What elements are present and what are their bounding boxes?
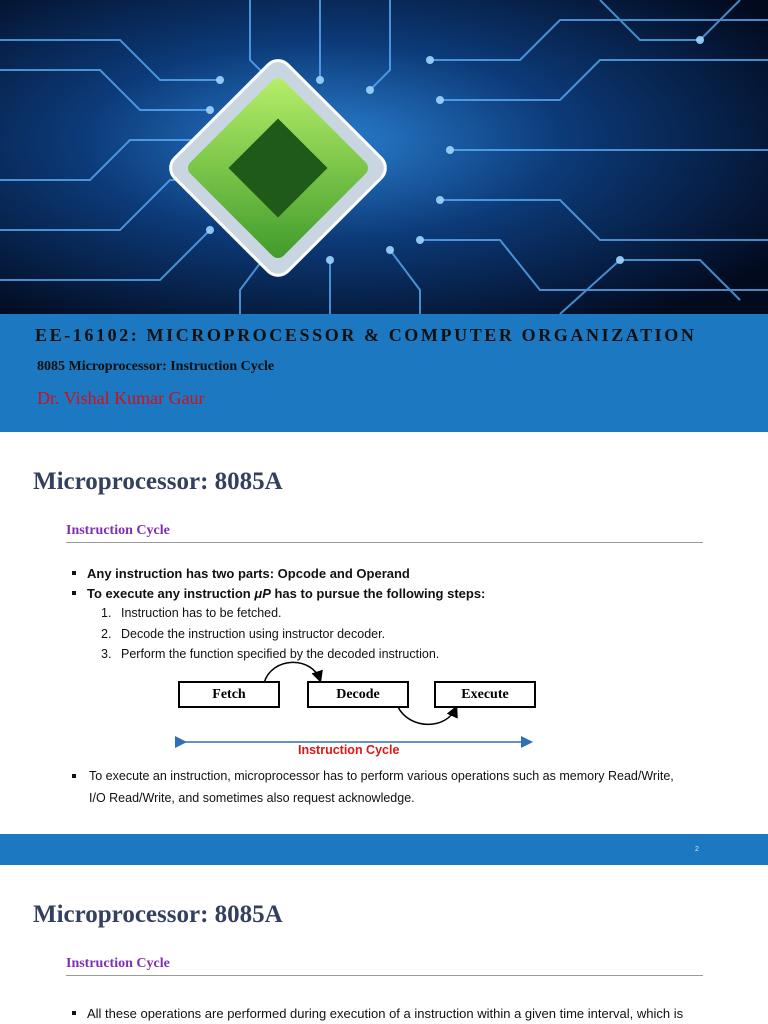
page-number: 2 [695, 846, 699, 853]
step-item: 3. Perform the function specified by the decoded instruction. [101, 647, 440, 661]
bullet-marker [72, 1011, 76, 1015]
slide-footer-band [0, 834, 768, 865]
decode-box: Decode [307, 681, 409, 708]
lecture-subtitle: 8085 Microprocessor: Instruction Cycle [37, 359, 275, 374]
bullet-marker [72, 774, 76, 778]
section-title: Instruction Cycle [66, 956, 170, 971]
paragraph-line: To execute an instruction, microprocessor has to perform various operations such as memory Read/Write, [89, 769, 674, 783]
author-name: Dr. Vishal Kumar Gaur [37, 388, 205, 408]
bullet-operations [72, 769, 87, 784]
slide-title: Microprocessor: 8085A [33, 468, 283, 495]
execute-box: Execute [434, 681, 536, 708]
circuit-board-illustration [0, 0, 768, 314]
section-title: Instruction Cycle [66, 523, 170, 538]
slide-title: Microprocessor: 8085A [33, 901, 283, 928]
bullet-opcode-operand: Any instruction has two parts: Opcode and Operand [72, 566, 410, 581]
paragraph-line: I/O Read/Write, and sometimes also request acknowledge. [89, 791, 415, 805]
bullet-marker [72, 571, 76, 575]
step-item: 1. Instruction has to be fetched. [101, 606, 282, 620]
section-divider [66, 975, 703, 976]
step-item: 2. Decode the instruction using instructor decoder. [101, 627, 386, 641]
bullet-marker [72, 591, 76, 595]
instruction-cycle-label: Instruction Cycle [298, 743, 400, 757]
hero-circuit-image [0, 0, 768, 314]
fetch-box: Fetch [178, 681, 280, 708]
micro-p-symbol: μP [254, 586, 271, 601]
course-title: EE-16102: MICROPROCESSOR & COMPUTER ORGANIZATION [35, 325, 697, 345]
bullet-time-interval: All these operations are performed during execution of a instruction within a given time interval, which is [72, 1006, 702, 1021]
section-divider [66, 542, 703, 543]
bullet-execute-steps: To execute any instruction μP has to pursue the following steps: [72, 586, 485, 601]
